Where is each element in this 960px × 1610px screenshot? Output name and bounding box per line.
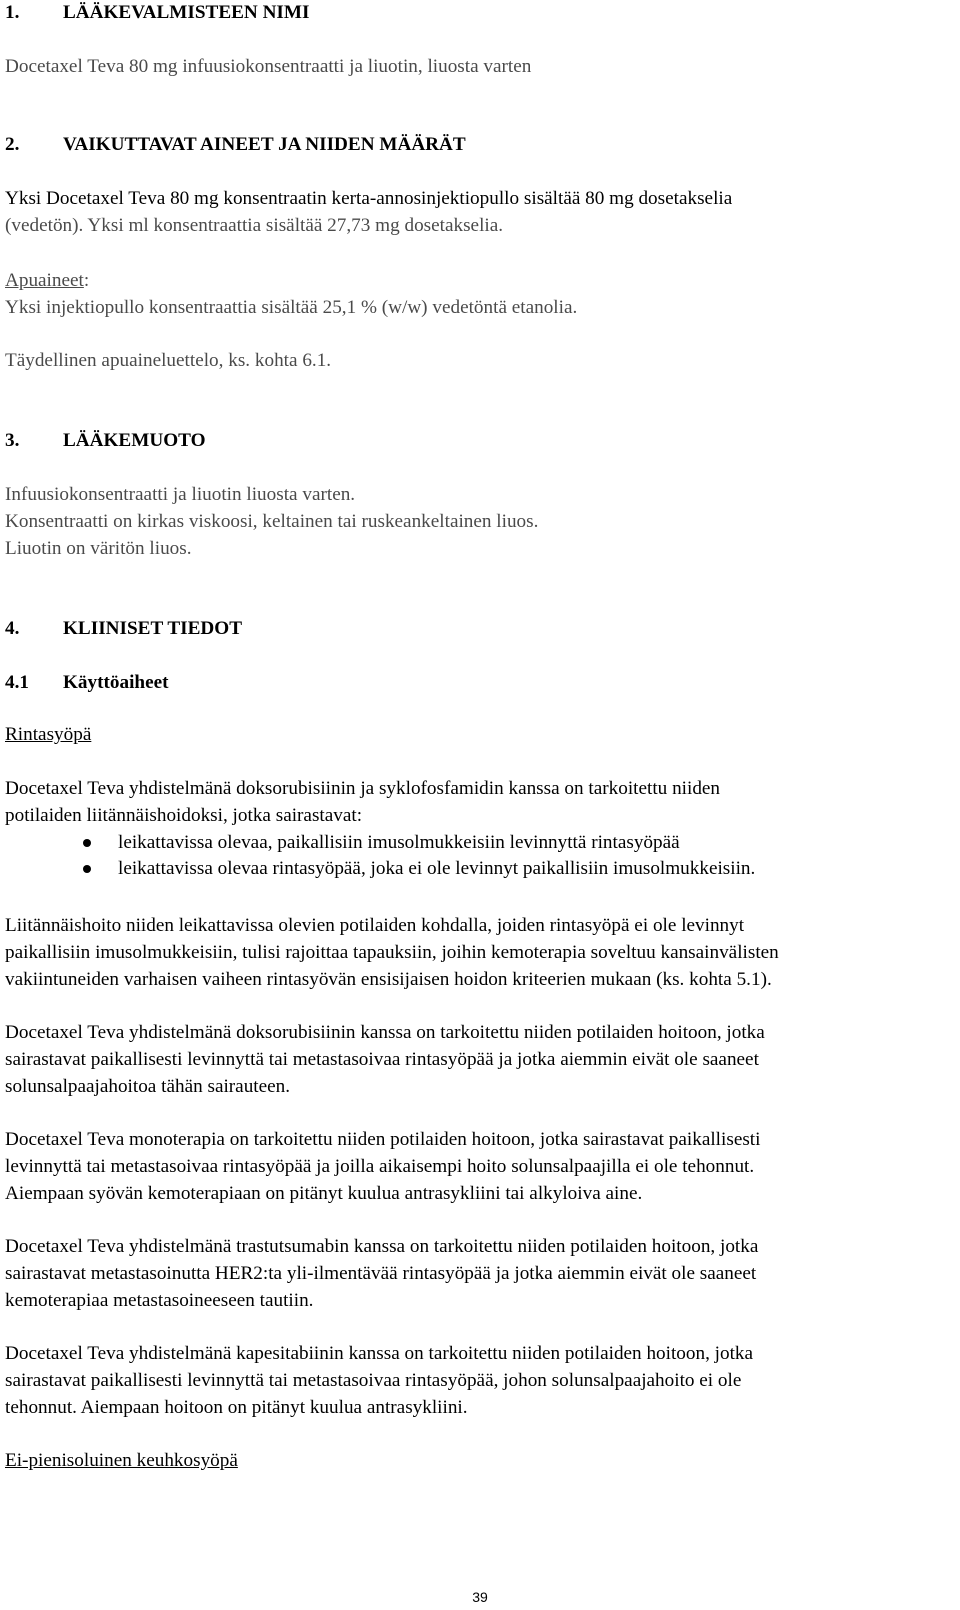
text-line: potilaiden liitännäishoidoksi, jotka sairastavat: [5,804,363,826]
section-title: LÄÄKEMUOTO [63,430,206,451]
text-line: vakiintuneiden varhaisen vaiheen rintasyövän ensisijaisen hoidon kriteerien mukaan (ks. kohta 5.1). [5,968,772,990]
list-item [5,856,925,883]
excipient-list-reference: Täydellinen apuaineluettelo, ks. kohta 6.1. [5,350,332,371]
text-line: Yksi injektiopullo konsentraattia sisältää 25,1 % (w/w) vedetöntä etanolia. [5,296,578,318]
indication-paragraph-1 [5,776,925,883]
text-line: sairastavat paikallisesti levinnyttä tai metastasoivaa rintasyöpää, johon solunsalpaajahoito ei ole [5,1369,742,1391]
text-line: Liitännäishoito niiden leikattavissa olevien potilaiden kohdalla, joiden rintasyöpä ei ole levinnyt [5,915,745,936]
indication-paragraph-2 [5,913,925,993]
text-line: solunsalpaajahoitoa tähän sairauteen. [5,1075,291,1097]
list-item-text: leikattavissa olevaa, paikallisiin imusolmukkeisiin levinnyttä rintasyöpää [118,831,680,853]
indication-paragraph-4 [5,1127,925,1207]
excipients-heading [5,268,925,295]
section-number: 1. [5,2,20,23]
text-line: Docetaxel Teva yhdistelmänä kapesitabiinin kanssa on tarkoitettu niiden potilaiden hoitoon, jotka [5,1343,754,1364]
text-line: Liuotin on väritön liuos. [5,537,192,559]
excipients-paragraph [5,268,925,322]
section-number: 4.1 [5,672,29,693]
bullet-icon [83,865,91,873]
section-title: KLIINISET TIEDOT [63,618,242,639]
text-line: Docetaxel Teva yhdistelmänä doksorubisiinin ja syklofosfamidin kanssa on tarkoitettu niiden [5,778,721,799]
indication-paragraph-5 [5,1234,925,1314]
excipients-label: Apuaineet [5,270,84,291]
text-line: paikallisiin imusolmukkeisiin, tulisi rajoittaa tapauksiin, joihin kemoterapia soveltuu kansainvälisten [5,941,779,963]
text-line: kemoterapiaa metastasoineeseen tautiin. [5,1289,314,1311]
indication-paragraph-6 [5,1341,925,1421]
section-1-heading [5,0,925,27]
section-title: VAIKUTTAVAT AINEET JA NIIDEN MÄÄRÄT [63,134,466,155]
text-line: Docetaxel Teva yhdistelmänä doksorubisiinin kanssa on tarkoitettu niiden potilaiden hoitoon, jotka [5,1022,765,1043]
pharmaceutical-form-paragraph [5,482,925,562]
section-2-heading [5,132,925,159]
section-number: 3. [5,430,20,451]
section-number: 4. [5,618,20,639]
section-number: 2. [5,134,20,155]
product-name: Docetaxel Teva 80 mg infuusiokonsentraatti ja liuotin, liuosta varten [5,56,532,77]
subheading-lung-cancer: Ei-pienisoluinen keuhkosyöpä [5,1450,238,1471]
list-item [5,830,925,857]
excipients-colon: : [83,270,90,291]
text-line: Infuusiokonsentraatti ja liuotin liuosta varten. [5,484,356,505]
section-4-heading [5,616,925,643]
list-item-text: leikattavissa olevaa rintasyöpää, joka ei ole levinnyt paikallisiin imusolmukkeisiin. [118,858,756,880]
indication-paragraph-3 [5,1020,925,1100]
section-title: LÄÄKEVALMISTEEN NIMI [63,2,310,23]
section-4-1-heading [5,670,925,697]
text-line: Docetaxel Teva monoterapia on tarkoitettu niiden potilaiden hoitoon, jotka sairastavat paikallisesti [5,1129,761,1150]
text-line: Aiempaan syövän kemoterapiaan on pitänyt kuulua antrasykliini tai alkyloiva aine. [5,1182,643,1204]
text-line: levinnyttä tai metastasoivaa rintasyöpää ja joilla aikaisempi hoito solunsalpaajilla ei ole tehonnut. [5,1155,755,1177]
page-number: 39 [472,1589,488,1605]
text-line: Konsentraatti on kirkas viskoosi, keltainen tai ruskeankeltainen liuos. [5,510,539,532]
text-line: (vedetön). Yksi ml konsentraattia sisältää 27,73 mg dosetakselia. [5,214,504,236]
text-line: sairastavat metastasoinutta HER2:ta yli-ilmentävää rintasyöpää ja jotka aiemmin eivät ole saaneet [5,1262,757,1284]
composition-paragraph [5,186,925,240]
subheading-breast-cancer: Rintasyöpä [5,724,92,745]
text-line: tehonnut. Aiempaan hoitoon on pitänyt kuulua antrasykliini. [5,1396,468,1418]
section-3-heading [5,428,925,455]
bullet-icon [83,839,91,847]
bullet-list [5,830,925,884]
section-title: Käyttöaiheet [63,672,169,693]
text-line: Yksi Docetaxel Teva 80 mg konsentraatin kerta-annosinjektiopullo sisältää 80 mg dosetakselia [5,188,733,209]
text-line: sairastavat paikallisesti levinnyttä tai metastasoivaa rintasyöpää ja jotka aiemmin eivät ole saaneet [5,1048,759,1070]
text-line: Docetaxel Teva yhdistelmänä trastutsumabin kanssa on tarkoitettu niiden potilaiden hoitoon, jotka [5,1236,759,1257]
